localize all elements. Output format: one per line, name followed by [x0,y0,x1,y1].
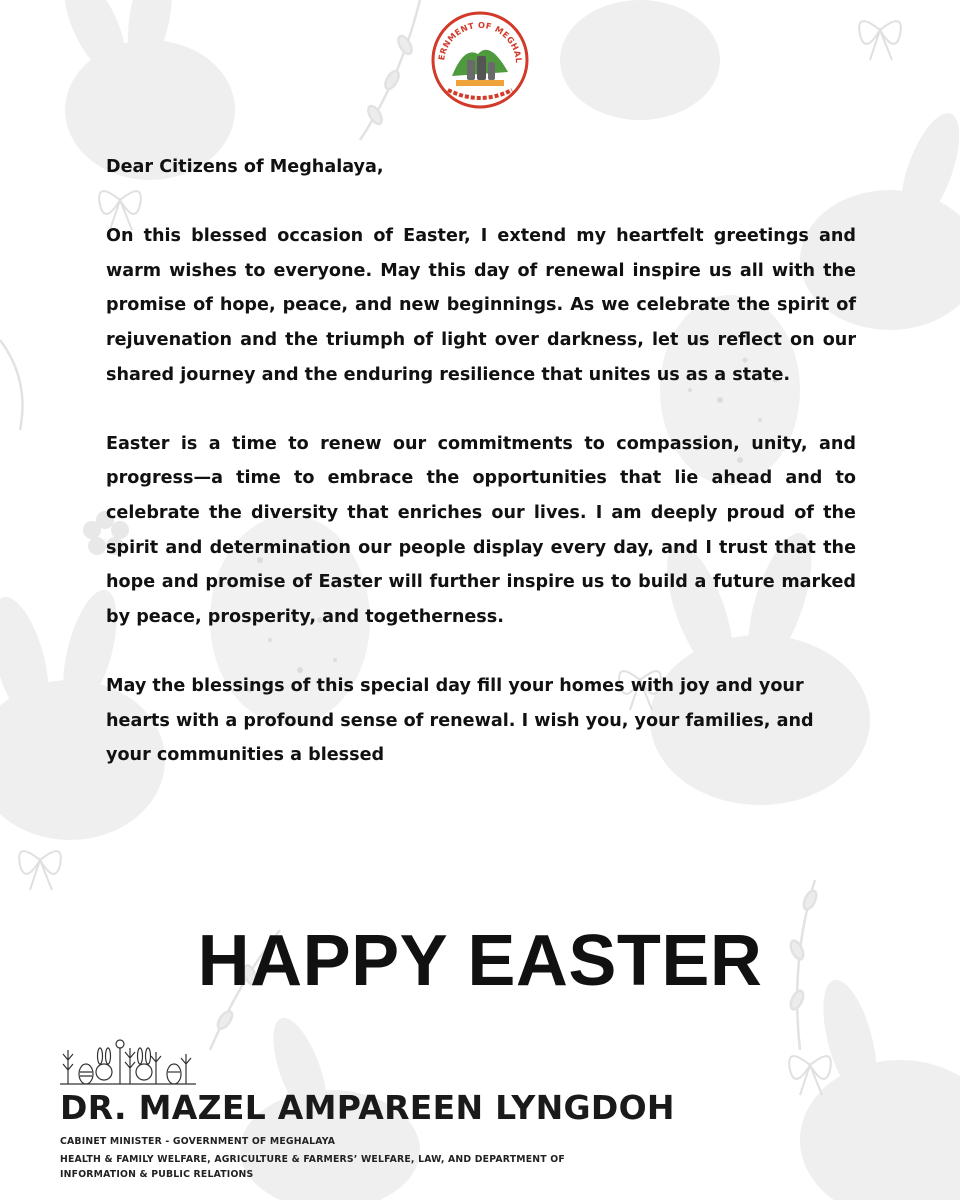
letter-body [106,150,856,773]
signatory-name: DR. MAZEL AMPAREEN LYNGDOH [60,1088,675,1127]
signatory-role: CABINET MINISTER - GOVERNMENT OF MEGHALAYA [60,1136,336,1147]
signatory-departments: HEALTH & FAMILY WELFARE, AGRICULTURE & FARMERS’ WELFARE, LAW, AND DEPARTMENT OF INFORMATION & PUBLIC RELATIONS [60,1154,565,1180]
easter-doodle-icon [58,1030,198,1090]
government-seal [430,10,530,110]
seal-text: ERNMENT OF MEGHAL [436,19,525,64]
salutation: Dear Citizens of Meghalaya, [106,157,384,177]
letter-paragraph: May the blessings of this special day fill your homes with joy and your hearts with a profound sense of renewal. I wish you, your families, and your communities a blessed [106,675,814,766]
letter-paragraph: Easter is a time to renew our commitments to compassion, unity, and progress—a time to embrace the opportunities that lie ahead and to celebrate the diversity that enriches our lives. I am deeply proud of the spirit and determination our people display every day, and I trust that the hope and promise of Easter will further inspire us to build a future marked by peace, prosperity, and togetherness. [106,433,856,627]
happy-easter-headline: HAPPY EASTER [197,921,763,1001]
letter-paragraph: On this blessed occasion of Easter, I extend my heartfelt greetings and warm wishes to everyone. May this day of renewal inspire us all with the promise of hope, peace, and new beginnings. As we celebrate the spirit of rejuvenation and the triumph of light over darkness, let us reflect on our shared journey and the enduring resilience that unites us as a state. [106,226,856,385]
